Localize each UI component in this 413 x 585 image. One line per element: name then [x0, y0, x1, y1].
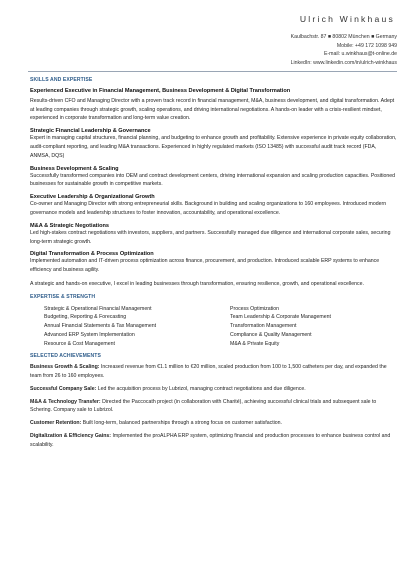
skills-headline: Experienced Executive in Financial Management, Business Development & Digital Transformation	[30, 87, 291, 94]
expertise-item: Strategic & Operational Financial Management	[44, 305, 152, 312]
address: Kaulbachstr. 87 ■ 80802 München ■ Germany	[290, 34, 397, 40]
achievement-text: Directed the Paccocath project (in collaboration with Charité), achieving successful clinical trials and subsequent sale to Schering. Company sale to Lubrizol.	[30, 398, 377, 414]
header-divider	[28, 71, 397, 72]
skill-heading: Executive Leadership & Organizational Growth	[30, 194, 155, 201]
linkedin: LinkedIn: www.linkedin.com/in/ulrich-winkhaus	[290, 60, 397, 67]
skill-heading: Strategic Financial Leadership & Governance	[30, 128, 151, 135]
mobile: Mobile: +49 172 1098 949	[336, 42, 397, 49]
skill-text: Implemented automation and IT-driven process optimization across finance, procurement, and production. Introduced scalable ERP systems to enhance efficiency and business agility.	[30, 258, 380, 274]
achievement-item	[30, 432, 397, 450]
expertise-grid	[30, 305, 397, 349]
expertise-item: Transformation Management	[230, 323, 297, 330]
skill-heading: M&A & Strategic Negotiations	[30, 222, 110, 229]
expertise-item: Annual Financial Statements & Tax Management	[44, 323, 157, 330]
achievement-label: Successful Company Sale:	[30, 385, 97, 392]
contact-block	[30, 33, 397, 68]
skill-heading: Business Development & Scaling	[30, 165, 119, 172]
achievement-item	[30, 385, 397, 394]
skill-text: Expert in managing capital structures, financial planning, and budgeting to enhance growth and profitability. Extensive experience in private equity collaboration, audit-compliant reporting, and leading M&A transactions. Experienced in highly regulated markets (ISO 13485) with successful audit track record (FDA, ANMSA, DQS)	[30, 135, 397, 159]
expertise-item: Resource & Cost Management	[44, 340, 115, 347]
skills-closing: A strategic and hands-on executive, I excel in leading businesses through transformation, ensuring resilience, growth, and operational excellence.	[30, 280, 364, 287]
skill-text: Led high-stakes contract negotiations with investors, suppliers, and partners. Successfully managed due diligence and international corporate sales, securing long-term strategic growth.	[30, 229, 391, 245]
expertise-item: Compliance & Quality Management	[230, 331, 312, 338]
achievement-text: Led the acquisition process by Lubrizol, managing contract negotiations and due diligence.	[96, 385, 306, 392]
achievement-item	[30, 363, 397, 381]
achievement-label: Digitalization & Efficiency Gains:	[30, 433, 111, 440]
skill-text: Co-owner and Managing Director with strong entrepreneurial skills. Background in building and scaling organizations to 160 employees. Introduced modern governance models and leadership structures to foster innovation, accountability, and operational excellence.	[30, 201, 387, 216]
expertise-item: M&A & Private Equity	[230, 340, 280, 347]
achievement-label: Customer Retention:	[30, 420, 82, 427]
expertise-item: Advanced ERP System Implementation	[44, 331, 135, 338]
achievement-text: Built long-term, balanced partnerships through a strong focus on customer satisfaction.	[81, 420, 283, 427]
achievement-text: Implemented the proALPHA ERP system, optimizing financial and production processes to enhance business control and scalability.	[30, 433, 391, 448]
section-title-expertise: EXPERTISE & STRENGTH	[30, 293, 96, 300]
expertise-item: Budgeting, Reporting & Forecasting	[44, 314, 127, 321]
achievement-label: Business Growth & Scaling:	[30, 364, 100, 371]
skill-text: Successfully transformed companies into OEM and contract development centers, driving international expansion and scaling production capacities. Positioned businesses for sustainable growth in competitive markets.	[30, 172, 396, 188]
email: E-mail: u.winkhaus@t-online.de	[323, 51, 397, 58]
section-title-achievements: SELECTED ACHIEVEMENTS	[30, 353, 101, 360]
expertise-item: Team Leadership & Corporate Management	[230, 314, 331, 321]
achievement-item	[30, 398, 397, 416]
expertise-item: Process Optimization	[230, 305, 280, 312]
section-title-skills: SKILLS AND EXPERTISE	[30, 76, 93, 83]
achievement-label: M&A & Technology Transfer:	[30, 398, 101, 405]
skills-intro: Results-driven CFO and Managing Director with a proven track record in financial management, M&A, business development, and digital transformation. Adept at leading companies through strategic growth, scaling operations, and driving international negotiations. A hands-on leader with a crisis-resilient mindset, experienced in corporate transformation and long-term value creation.	[30, 97, 395, 122]
skill-heading: Digital Transformation & Process Optimization	[30, 251, 154, 258]
achievement-text: Increased revenue from €1.1 million to €20 million, scaled production from 100 to 1,500 catheters per day, and expanded the team from 26 to 160 employees.	[30, 364, 387, 380]
achievement-item	[30, 419, 397, 428]
person-name: Ulrich Winkhaus	[299, 14, 395, 24]
